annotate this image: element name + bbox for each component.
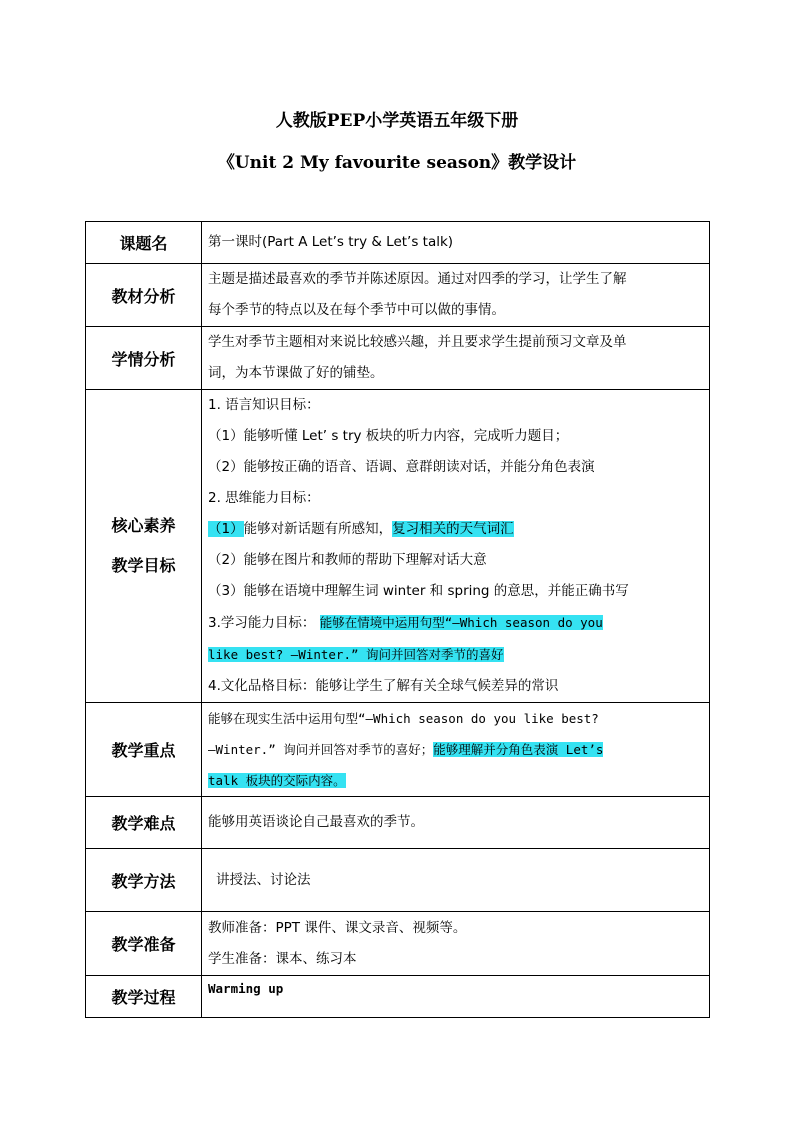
row-goals <box>86 390 710 703</box>
content-difficulty: 能够用英语谈论自己最喜欢的季节。 <box>202 797 710 849</box>
highlight: talk 板块的交际内容。 <box>208 773 346 788</box>
lesson-plan-table <box>85 221 710 1018</box>
content-material: 主题是描述最喜欢的季节并陈述原因。通过对四季的学习，让学生了解 每个季节的特点以及在每个季节中可以做的事情。 <box>202 264 710 327</box>
label-goals-line2: 教学目标 <box>111 556 176 575</box>
row-prep <box>86 912 710 976</box>
label-students: 学情分析 <box>86 327 202 390</box>
highlight: like best? —Winter.” 询问并回答对季节的喜好 <box>208 647 504 662</box>
label-material: 教材分析 <box>86 264 202 327</box>
content-key: 能够在现实生活中运用句型“—Which season do you like best? —Winter.” 询问并回答对季节的喜好；能够理解并分角色表演 Let’s talk 板块的交际内容。 <box>202 703 710 797</box>
label-method: 教学方法 <box>86 849 202 912</box>
highlight: 复习相关的天气词汇 <box>392 521 514 537</box>
document-title: 人教版PEP小学英语五年级下册 <box>275 111 519 131</box>
label-goals <box>86 390 202 703</box>
label-topic: 课题名 <box>86 222 202 264</box>
row-material <box>86 264 710 327</box>
content-topic: 第一课时(Part A Let’s try & Let’s talk) <box>202 222 710 264</box>
highlight: 能够理解并分角色表演 Let’s <box>433 742 604 757</box>
label-prep: 教学准备 <box>86 912 202 976</box>
label-difficulty: 教学难点 <box>86 797 202 849</box>
highlight: （1） <box>208 521 244 537</box>
document-subtitle: 《Unit 2 My favourite season》教学设计 <box>217 153 577 173</box>
label-goals-line1: 核心素养 <box>111 516 176 535</box>
content-goals: 1. 语言知识目标： （1）能够听懂 Let’ s try 板块的听力内容，完成听力题目； （2）能够按正确的语音、语调、意群朗读对话，并能分角色表演 2. 思维能力目标： （1）能够对新话题有所感知，复习相关的天气词汇 （2）能够在图片和教师的帮助下理解对话大意 （3）能够在语境中理解生词 winter 和 spring 的意思，并能正确书写 3.学习能力目标： 能够在情境中运用句型“—Which season do you like best? —Winter.” 询问并回答对季节的喜好 4.文化品格目标：能够让学生了解有关全球气候差异的常识 <box>202 390 710 703</box>
highlight: 能够在情境中运用句型“—Which season do you <box>319 615 603 630</box>
content-method: 讲授法、讨论法 <box>202 849 710 912</box>
content-students: 学生对季节主题相对来说比较感兴趣，并且要求学生提前预习文章及单 词，为本节课做了好的铺垫。 <box>202 327 710 390</box>
row-students <box>86 327 710 390</box>
content-prep: 教师准备：PPT 课件、课文录音、视频等。 学生准备：课本、练习本 <box>202 912 710 976</box>
row-key <box>86 703 710 797</box>
content-process: Warming up <box>202 976 710 1018</box>
row-difficulty <box>86 797 710 849</box>
row-topic <box>86 222 710 264</box>
row-method <box>86 849 710 912</box>
label-key: 教学重点 <box>86 703 202 797</box>
row-process <box>86 976 710 1018</box>
label-process: 教学过程 <box>86 976 202 1018</box>
